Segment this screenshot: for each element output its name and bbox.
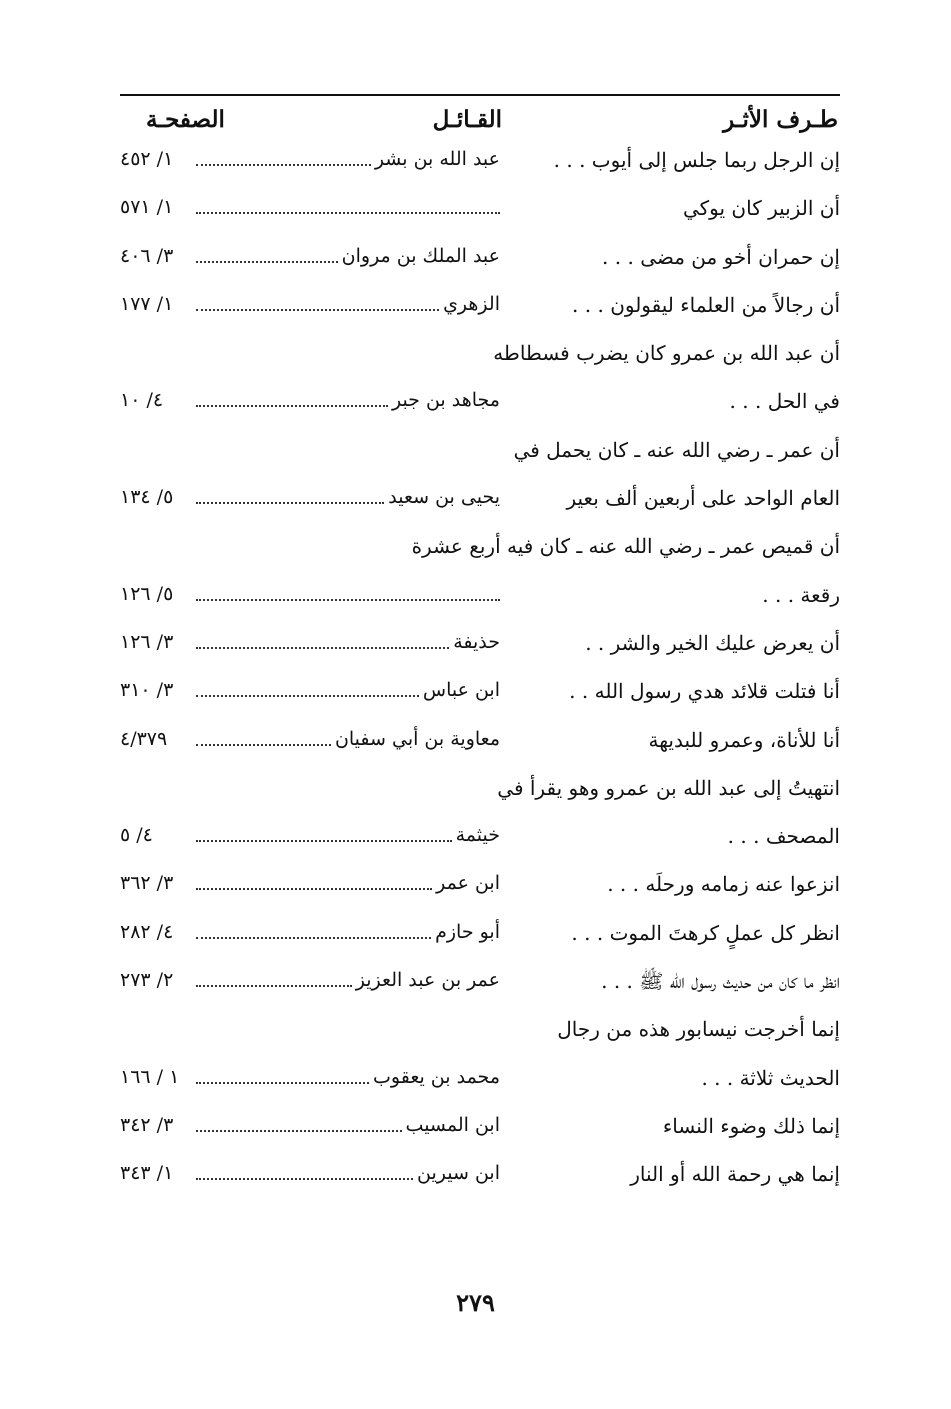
narrator-name: عمر بن عبد العزيز <box>355 969 500 992</box>
page-reference: ١/ ٣٤٣ <box>120 1162 174 1185</box>
column-header-athar: طـرف الأثـر <box>723 106 838 133</box>
narrator-name: ابن المسيب <box>405 1113 500 1136</box>
narrator-name: عبد الله بن بشر <box>374 148 500 170</box>
table-row <box>120 866 840 914</box>
athar-text: إنما أخرجت نيسابور هذه من رجال <box>557 1017 840 1042</box>
table-row <box>120 528 840 576</box>
page-reference: ٥/ ١٣٤ <box>120 486 174 509</box>
athar-text: المصحف . . . <box>727 824 840 849</box>
page-reference: ٣/ ١٢٦ <box>120 630 174 653</box>
dot-leader <box>196 599 500 601</box>
dot-leader <box>196 647 449 649</box>
table-row <box>120 722 840 770</box>
dot-leader <box>196 1178 413 1180</box>
dot-leader <box>196 212 500 214</box>
page-reference: ٤/ ٥ <box>120 824 153 847</box>
table-row <box>120 625 840 673</box>
table-row <box>120 673 840 721</box>
narrator-name: معاوية بن أبي سفيان <box>334 727 500 750</box>
table-row <box>120 142 840 190</box>
dot-leader <box>196 695 419 697</box>
column-header-qaail: القـائـل <box>432 106 502 133</box>
narrator-name: ابن سيرين <box>417 1162 500 1185</box>
athar-text: أن يعرض عليك الخير والشر . . <box>585 630 840 655</box>
page-reference: ٥/ ١٢٦ <box>120 582 174 605</box>
athar-text: أنا فتلت قلائد هدي رسول الله . . <box>569 679 840 704</box>
narrator-name: محمد بن يعقوب <box>373 1065 500 1088</box>
page-reference: ٤/ ١٠ <box>120 389 164 412</box>
page-reference: ٣/ ٣١٠ <box>120 679 174 702</box>
dot-leader <box>196 309 439 311</box>
table-row <box>120 1011 840 1059</box>
dot-leader <box>196 840 452 842</box>
index-rows <box>120 142 840 1205</box>
narrator-name: الزهري <box>443 292 500 315</box>
page-reference: ٤/٣٧٩ <box>120 727 168 750</box>
dot-leader <box>196 164 371 166</box>
page-reference: ١/ ١٧٧ <box>120 292 174 315</box>
table-row <box>120 287 840 335</box>
table-row <box>120 915 840 963</box>
athar-text: انظر كل عملٍ كرهتَ الموت . . . <box>571 920 840 945</box>
table-row <box>120 770 840 818</box>
table-row <box>120 577 840 625</box>
narrator-name: أبو حازم <box>435 920 500 943</box>
narrator-name: ابن عباس <box>422 679 500 702</box>
athar-text: أنا للأناة، وعمرو للبديهة <box>648 727 840 752</box>
athar-text: الحديث ثلاثة . . . <box>701 1065 840 1090</box>
table-header <box>120 96 840 142</box>
athar-text: العام الواحد على أربعين ألف بعير <box>566 486 840 511</box>
dot-leader <box>196 744 331 746</box>
dot-leader <box>196 405 388 407</box>
index-table <box>120 94 840 1205</box>
narrator-name: يحيى بن سعيد <box>388 486 500 509</box>
dot-leader <box>196 985 352 987</box>
page-reference: ٣/ ٤٠٦ <box>120 244 174 267</box>
table-row <box>120 963 840 1011</box>
dot-leader <box>196 1130 402 1132</box>
athar-text: أن عبد الله بن عمرو كان يضرب فسطاطه <box>493 341 840 366</box>
table-row <box>120 480 840 528</box>
page-reference: ٢/ ٢٧٣ <box>120 969 174 992</box>
athar-text: إن حمران أخو من مضى . . . <box>602 244 840 269</box>
page-reference: ١ / ١٦٦ <box>120 1065 180 1088</box>
page-reference: ٣/ ٣٤٢ <box>120 1113 174 1136</box>
page-number: ٢٧٩ <box>456 1288 495 1317</box>
athar-text: انزعوا عنه زمامه ورحلَه . . . <box>607 872 840 897</box>
narrator-name: ابن عمر <box>436 872 500 895</box>
dot-leader <box>196 1082 369 1084</box>
athar-text: إنما ذلك وضوء النساء <box>662 1113 840 1138</box>
table-row <box>120 818 840 866</box>
athar-text: إنما هي رحمة الله أو النار <box>630 1162 840 1187</box>
narrator-name: حذيفة <box>453 630 500 653</box>
athar-text: رقعة . . . <box>762 582 840 607</box>
table-row <box>120 239 840 287</box>
dot-leader <box>196 937 431 939</box>
athar-text: انظر ما كان من حديث رسول الله ﷺ . . . <box>601 969 840 994</box>
column-header-page: الصفحـة <box>146 106 225 133</box>
table-row <box>120 432 840 480</box>
narrator-name: عبد الملك بن مروان <box>341 244 500 267</box>
narrator-name: مجاهد بن جبر <box>391 389 500 412</box>
table-row <box>120 335 840 383</box>
page-reference: ٤/ ٢٨٢ <box>120 920 174 943</box>
table-row <box>120 383 840 431</box>
table-row <box>120 1108 840 1156</box>
narrator-name: خيثمة <box>455 824 500 847</box>
page-reference: ١/ ٤٥٢ <box>120 148 174 170</box>
page-reference: ١/ ٥٧١ <box>120 196 174 219</box>
athar-text: في الحل . . . <box>729 389 840 414</box>
dot-leader <box>196 502 384 504</box>
athar-text: انتهيتُ إلى عبد الله بن عمرو وهو يقرأ في <box>497 775 840 800</box>
table-row <box>120 190 840 238</box>
athar-text: أن رجالاً من العلماء ليقولون . . . <box>572 292 840 317</box>
dot-leader <box>196 888 432 890</box>
table-row <box>120 1060 840 1108</box>
athar-text: أن الزبير كان يوكي <box>682 196 840 221</box>
athar-text: أن قميص عمر ـ رضي الله عنه ـ كان فيه أربع عشرة <box>411 534 840 559</box>
athar-text: إن الرجل ربما جلس إلى أيوب . . . <box>553 148 840 172</box>
dot-leader <box>196 261 338 263</box>
table-row <box>120 1156 840 1204</box>
athar-text: أن عمر ـ رضي الله عنه ـ كان يحمل في <box>513 437 840 462</box>
page-reference: ٣/ ٣٦٢ <box>120 872 174 895</box>
